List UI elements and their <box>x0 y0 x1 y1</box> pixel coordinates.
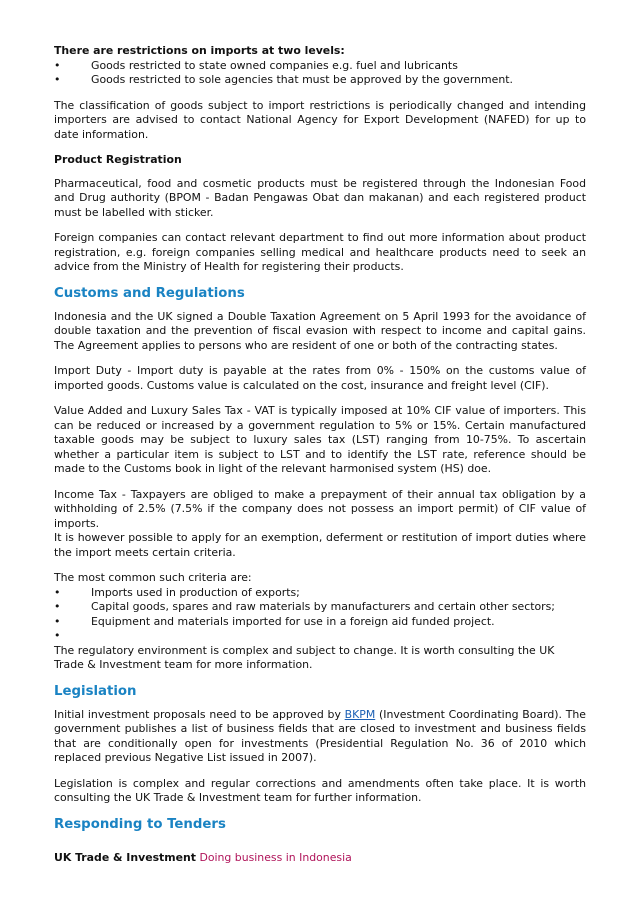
list-item: • Equipment and materials imported for use in a foreign aid funded project. <box>54 614 495 628</box>
list-item <box>54 629 586 644</box>
customs-para2: Import Duty - Import duty is payable at the rates from 0% - 150% on the customs value of imported goods. Customs value is calculated on the cost, insurance and freight level (CIF). <box>54 364 586 392</box>
list-item: • Imports used in production of exports; <box>54 585 300 599</box>
classification-paragraph: The classification of goods subject to import restrictions is periodically changed and intending importers are advised to contact National Agency for Export Development (NAFED) for up to date information. <box>54 98 586 141</box>
bullet-icon: • <box>54 600 61 613</box>
restrictions-heading: There are restrictions on imports at two levels: <box>54 44 345 57</box>
legislation-para1: Initial investment proposals need to be approved by BKPM (Investment Coordinating Board). The government publishes a list of business fields that are closed to investment and business fields that are conditionally open for investments (Presidential Regulation No. 36 of 2010 which replaced previous Negative List issued in 2007). <box>54 707 586 764</box>
legislation-para2: Legislation is complex and regular corrections and amendments often take place. It is worth consulting the UK Trade & Investment team for further information. <box>54 776 586 804</box>
document-body <box>54 44 586 841</box>
page-footer <box>54 851 352 864</box>
bullet-icon: • <box>54 585 61 599</box>
bkpm-link[interactable]: BKPM <box>344 707 376 721</box>
product-registration-heading: Product Registration <box>54 153 182 166</box>
criteria-intro: The most common such criteria are: <box>54 571 252 584</box>
customs-para4a: Income Tax - Taxpayers are obliged to make a prepayment of their annual tax obligation by a withholding of 2.5% (7.5% if the company does not possess an import permit) of CIF value of imports. <box>54 487 586 530</box>
product-registration-para2: Foreign companies can contact relevant department to find out more information about product registration, e.g. foreign companies selling medical and healthcare products need to seek an advice from the Ministry of Health for registering their products. <box>54 231 586 273</box>
list-item: • Goods restricted to sole agencies that must be approved by the government. <box>54 73 513 86</box>
list-item: • Capital goods, spares and raw materials by manufacturers and certain other sectors; <box>54 600 555 613</box>
customs-closing: The regulatory environment is complex and subject to change. It is worth consulting the UK Trade & Investment team for more information. <box>54 643 555 671</box>
bullet-icon: • <box>54 58 61 72</box>
bullet-icon: • <box>54 73 61 86</box>
footer-org: UK Trade & Investment <box>54 851 196 864</box>
customs-para1: Indonesia and the UK signed a Double Taxation Agreement on 5 April 1993 for the avoidance of double taxation and the prevention of fiscal evasion with respect to income and capital gains. The Agreement applies to persons who are resident of one or both of the contracting states. <box>54 309 586 352</box>
list-item: • Goods restricted to state owned companies e.g. fuel and lubricants <box>54 58 458 72</box>
customs-para4b: It is however possible to apply for an exemption, deferment or restitution of import duties where the import meets certain criteria. <box>54 531 586 559</box>
legislation-heading: Legislation <box>54 683 137 699</box>
bullet-icon: • <box>54 629 61 642</box>
customs-para3: Value Added and Luxury Sales Tax - VAT is typically imposed at 10% CIF value of importers. This can be reduced or increased by a government regulation to 5% or 15%. Certain manufactured taxable goods may be subject to luxury sales tax (LST) ranging from 10-75%. To ascertain whether a particular item is subject to LST and to identify the LST rate, reference should be made to the Customs book in light of the relevant harmonised system (HS) doe. <box>54 404 586 475</box>
tenders-heading: Responding to Tenders <box>54 816 226 832</box>
customs-heading: Customs and Regulations <box>54 285 245 301</box>
product-registration-para1: Pharmaceutical, food and cosmetic products must be registered through the Indonesian Food and Drug authority (BPOM - Badan Pengawas Obat dan makanan) and each registered product must be labelled with sticker. <box>54 176 586 219</box>
footer-doc-title: Doing business in Indonesia <box>199 851 352 864</box>
bullet-icon: • <box>54 614 61 628</box>
